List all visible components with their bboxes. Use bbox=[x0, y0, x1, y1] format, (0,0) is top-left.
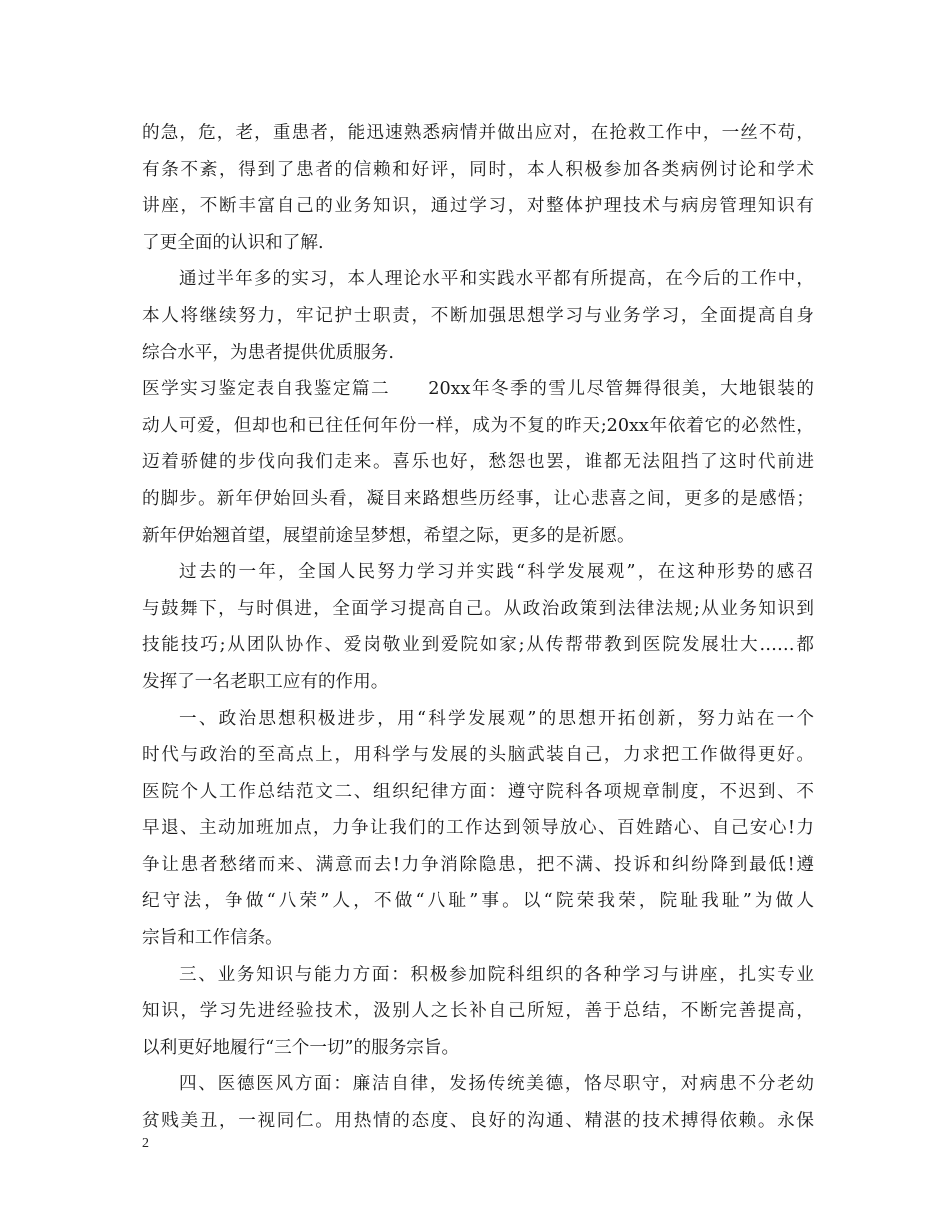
text-line: 与鼓舞下，与时俱进，全面学习提高自己。从政治政策到法律法规;从业务知识到 bbox=[142, 598, 814, 619]
text-line: 讲座，不断丰富自己的业务知识，通过学习，对整体护理技术与病房管理知识有 bbox=[142, 196, 814, 217]
text-line: 医院个人工作总结范文二、组织纪律方面：遵守院科各项规章制度，不迟到、不 bbox=[142, 781, 814, 802]
text-line: 技能技巧;从团队协作、爱岗敬业到爱院如家;从传帮带教到医院发展壮大……都 bbox=[142, 635, 814, 656]
text-line: 的急，危，老，重患者，能迅速熟悉病情并做出应对，在抢救工作中，一丝不苟， bbox=[142, 123, 814, 143]
text-line: 本人将继续努力，牢记护士职责，不断加强思想学习与业务学习，全面提高自身 bbox=[142, 305, 814, 326]
text-line: 争让患者愁绪而来、满意而去!力争消除隐患，把不满、投诉和纠纷降到最低!遵 bbox=[142, 854, 814, 875]
text-line: 的脚步。新年伊始回头看，凝目来路想些历经事，让心悲喜之间，更多的是感悟； bbox=[142, 488, 814, 509]
paragraph-start-line: 一、政治思想积极进步，用“科学发展观”的思想开拓创新，努力站在一个 bbox=[179, 708, 814, 729]
text-line: 迈着骄健的步伐向我们走来。喜乐也好，愁怨也罢，谁都无法阻挡了这时代前进 bbox=[142, 452, 814, 473]
paragraph-start-line: 三、业务知识与能力方面：积极参加院科组织的各种学习与讲座，扎实专业 bbox=[179, 964, 814, 985]
text-line: 有条不紊，得到了患者的信赖和好评，同时，本人积极参加各类病例讨论和学术 bbox=[142, 159, 814, 180]
paragraph-start-line: 四、医德医风方面：廉洁自律，发扬传统美德，恪尽职守，对病患不分老幼 bbox=[179, 1074, 814, 1095]
text-line: 时代与政治的至高点上，用科学与发展的头脑武装自己，力求把工作做得更好。 bbox=[142, 745, 814, 766]
paragraph-start-line: 过去的一年，全国人民努力学习并实践“科学发展观”，在这种形势的感召 bbox=[179, 562, 814, 583]
text-line: 了更全面的认识和了解. bbox=[142, 232, 324, 253]
text-line: 以利更好地履行“三个一切”的服务宗旨。 bbox=[142, 1037, 460, 1058]
text-line: 早退、主动加班加点，力争让我们的工作达到领导放心、百姓踏心、自己安心!力 bbox=[142, 818, 814, 839]
body-text bbox=[142, 115, 814, 1140]
text-line: 发挥了一名老职工应有的作用。 bbox=[142, 671, 389, 692]
page-number: 2 bbox=[142, 1136, 149, 1151]
text-line: 纪守法，争做“八荣”人，不做“八耻”事。以“院荣我荣，院耻我耻”为做人 bbox=[142, 891, 814, 912]
text-line: 贫贱美丑，一视同仁。用热情的态度、良好的沟通、精湛的技术搏得依赖。永保 bbox=[142, 1111, 814, 1132]
text-line: 动人可爱，但却也和已往任何年份一样，成为不复的昨天;20xx年依着它的必然性， bbox=[142, 415, 814, 436]
text-line: 宗旨和工作信条。 bbox=[142, 928, 283, 949]
text-line: 知识，学习先进经验技术，汲别人之长补自己所短，善于总结，不断完善提高， bbox=[142, 1001, 814, 1022]
text-line: 综合水平，为患者提供优质服务. bbox=[142, 342, 394, 363]
text-line: 新年伊始翘首望，展望前途呈梦想，希望之际，更多的是祈愿。 bbox=[142, 525, 635, 546]
section-heading-line: 医学实习鉴定表自我鉴定篇二 20xx年冬季的雪儿尽管舞得很美，大地银装的 bbox=[142, 379, 814, 400]
paragraph-start-line: 通过半年多的实习，本人理论水平和实践水平都有所提高，在今后的工作中， bbox=[179, 269, 814, 290]
